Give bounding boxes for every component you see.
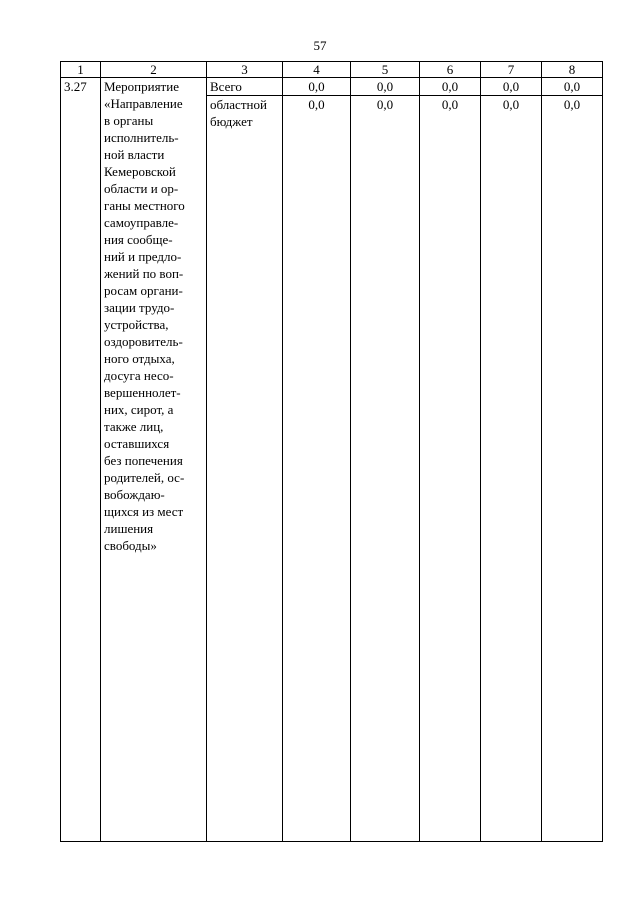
funding-source-line: областной — [210, 97, 267, 112]
description-line: росам органи- — [104, 283, 183, 298]
page-number: 57 — [313, 38, 327, 53]
description-line: досуга несо- — [104, 368, 174, 383]
description-line: ний и предло- — [104, 249, 182, 264]
description-line: Кемеровской — [104, 164, 176, 179]
description-line: жений по воп- — [104, 266, 184, 281]
value-cell: 0,0 — [542, 96, 603, 842]
funding-source-total — [207, 78, 283, 96]
description-line: самоуправле- — [104, 215, 179, 230]
description-line: ного отдыха, — [104, 351, 175, 366]
value-cell: 0,0 — [351, 78, 420, 96]
header-row — [61, 62, 603, 78]
column-header-2: 2 — [101, 62, 207, 78]
description-line: ганы местного — [104, 198, 185, 213]
value-cell: 0,0 — [481, 96, 542, 842]
column-header-1: 1 — [61, 62, 101, 78]
description-line: Мероприятие — [104, 79, 179, 94]
funding-source-regional — [207, 96, 283, 842]
value-cell: 0,0 — [351, 96, 420, 842]
value-cell: 0,0 — [283, 78, 351, 96]
description-line: вершеннолет- — [104, 385, 181, 400]
column-header-6: 6 — [420, 62, 481, 78]
description-line: исполнитель- — [104, 130, 179, 145]
description-line: оздоровитель- — [104, 334, 183, 349]
description-line: области и ор- — [104, 181, 179, 196]
description-line: щихся из мест — [104, 504, 184, 519]
description-line: ния сообще- — [104, 232, 173, 247]
item-description — [101, 78, 207, 842]
description-line: без попечения — [104, 453, 183, 468]
column-header-3: 3 — [207, 62, 283, 78]
funding-source-line: бюджет — [210, 114, 253, 130]
description-line: зации трудо- — [104, 300, 175, 315]
value-cell: 0,0 — [542, 78, 603, 96]
funding-source-line: Всего — [210, 79, 242, 94]
budget-table — [60, 61, 603, 842]
description-line: вобождаю- — [104, 487, 165, 502]
item-code: 3.27 — [61, 78, 101, 842]
description-line: «Направление — [104, 96, 183, 111]
value-cell: 0,0 — [420, 78, 481, 96]
description-line: них, сирот, а — [104, 402, 174, 417]
value-cell: 0,0 — [420, 96, 481, 842]
description-line: оставшихся — [104, 436, 170, 451]
value-cell: 0,0 — [283, 96, 351, 842]
description-line: лишения — [104, 521, 154, 536]
description-line: также лиц, — [104, 419, 164, 434]
column-header-7: 7 — [481, 62, 542, 78]
description-line: устройства, — [104, 317, 169, 332]
description-line: свободы» — [104, 538, 157, 553]
column-header-5: 5 — [351, 62, 420, 78]
description-line: родителей, ос- — [104, 470, 185, 485]
column-header-4: 4 — [283, 62, 351, 78]
value-cell: 0,0 — [481, 78, 542, 96]
description-line: в органы — [104, 113, 154, 128]
description-line: ной власти — [104, 147, 165, 162]
column-header-8: 8 — [542, 62, 603, 78]
table-row-total — [61, 78, 603, 96]
